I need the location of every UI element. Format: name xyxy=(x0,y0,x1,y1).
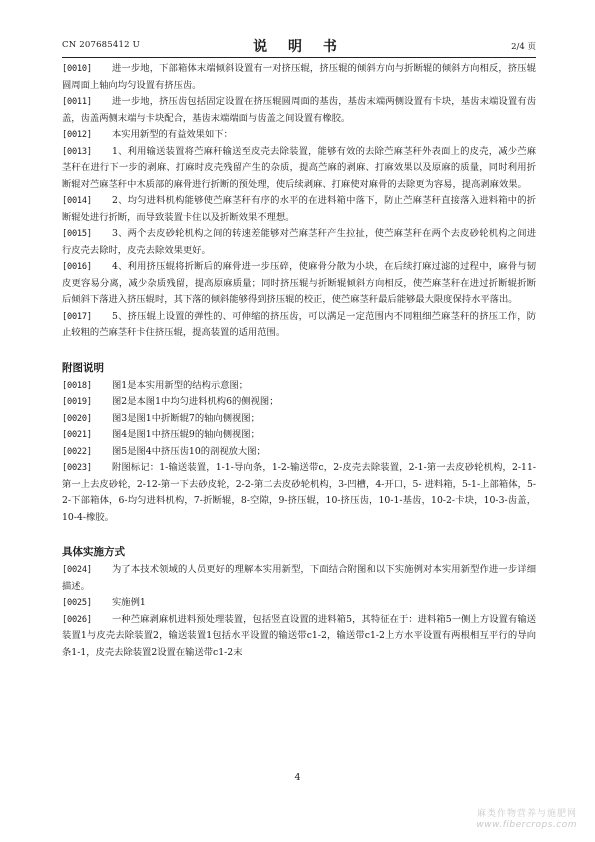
paragraph-number: [0014] xyxy=(62,196,92,206)
paragraph xyxy=(62,127,536,144)
paragraph-number: [0011] xyxy=(62,97,92,107)
paragraph xyxy=(62,226,536,259)
watermark xyxy=(476,806,577,830)
paragraph-text: 图5是图4中挤压齿10的剖视放大图； xyxy=(112,445,266,457)
paragraph-number: [0023] xyxy=(62,463,92,473)
paragraph-text: 2、均匀进料机构能够使苎麻茎秆有序的水平的在进料箱中落下，防止苎麻茎秆直接落入进料箱中的折断辊处进行折断，而导致装置卡住以及折断效果不理想。 xyxy=(62,195,536,223)
paragraph-number: [0017] xyxy=(62,311,92,322)
paragraph-number: [0010] xyxy=(62,64,92,74)
page-header xyxy=(62,36,536,56)
paragraph-number: [0024] xyxy=(62,565,92,575)
document-body xyxy=(62,61,536,661)
paragraph-text: 5、挤压辊上设置的弹性的、可伸缩的挤压齿，可以满足一定范围内不同粗细苎麻茎秆的挤压工作，防止较粗的苎麻茎秆卡住挤压辊，提高装置的适用范围。 xyxy=(62,310,536,338)
header-rule xyxy=(62,57,536,58)
paragraph-text: 图2是本图1中均匀进料机构6的侧视图； xyxy=(112,396,279,407)
paragraph-text: 3、两个去皮砂轮机构之间的转速差能够对苎麻茎秆产生拉扯，使苎麻茎秆在两个去皮砂轮机构之间进行皮壳去除时，皮壳去除效果更好。 xyxy=(62,228,536,256)
section-heading-drawings: 附图说明 xyxy=(62,361,104,374)
paragraph-number: [0015] xyxy=(62,229,92,239)
paragraph-number: [0018] xyxy=(62,380,92,391)
paragraph xyxy=(62,259,536,309)
paragraph xyxy=(62,394,536,411)
paragraph-number: [0019] xyxy=(62,397,92,407)
paragraph-group-drawings xyxy=(62,378,536,527)
paragraph-number: [0026] xyxy=(62,614,92,625)
paragraph xyxy=(62,562,536,595)
paragraph xyxy=(62,444,536,461)
paragraph-number: [0013] xyxy=(62,146,92,157)
section-heading-embodiment: 具体实施方式 xyxy=(62,546,125,558)
paragraph-group-embodiment xyxy=(62,562,536,661)
paragraph-number: [0021] xyxy=(62,430,92,440)
page-number: 4 xyxy=(294,772,301,783)
paragraph-text: 进一步地，下部箱体末端倾斜设置有一对挤压辊，挤压辊的倾斜方向与折断辊的倾斜方向相反，挤压辊圆周面上轴向均匀设置有挤压齿。 xyxy=(62,63,536,91)
paragraph-text: 一种苎麻剥麻机进料预处理装置，包括竖直设置的进料箱5，其特征在于：进料箱5一侧上方设置有输送装置1与皮壳去除装置2，输送装置1包括水平设置的输送带c1-2，输送带c1-2上方水平设置有两根相互平行的导向条1-1，皮壳去除装置2设置在输送带c1-2末 xyxy=(62,613,536,658)
paragraph-text: 1、利用输送装置将苎麻秆输送至皮壳去除装置，能够有效的去除苎麻茎秆外表面上的皮壳，减少苎麻茎秆在进行下一步的剥麻、打麻时皮壳残留产生的杂质，提高苎麻的剥麻、打麻效果以及原麻的质量，同时利用折断辊对苎麻茎秆中木质部的麻骨进行折断的预处理，使后续剥麻、打麻使对麻骨的去除更为容易，提高剥麻效果。 xyxy=(62,145,536,190)
paragraph xyxy=(62,94,536,127)
paragraph-text: 实施例1 xyxy=(112,597,146,608)
paragraph-text: 本实用新型的有益效果如下： xyxy=(112,129,233,140)
paragraph-number: [0016] xyxy=(62,262,92,272)
paragraph xyxy=(62,378,536,395)
paragraph xyxy=(62,612,536,662)
paragraph xyxy=(62,193,536,226)
paragraph xyxy=(62,61,536,94)
paragraph-group-effects xyxy=(62,61,536,342)
paragraph xyxy=(62,427,536,444)
watermark-site-name: 麻类作物营养与施肥网 xyxy=(476,809,577,819)
paragraph-number: [0012] xyxy=(62,130,92,140)
paragraph-text: 附图标记：1-输送装置，1-1-导向条，1-2-输送带c，2-皮壳去除装置，2-1-第一去皮砂轮机构，2-11-第一上去皮砂轮，2-12-第一下去砂皮轮，2-2-第二去皮砂轮机构，3-凹槽，4-开口，5- 进料箱，5-1-上部箱体，5-2-下部箱体，6-均匀进料机构，7-折断辊，8-空隙，9-挤压辊，10-挤压齿，10-1-基齿，10-2-卡块，10-3-齿盖，10-4-橡胶。 xyxy=(62,462,536,523)
paragraph-text: 图3是图1中折断辊7的轴向侧视图； xyxy=(112,412,260,424)
paragraph xyxy=(62,595,536,612)
publication-number: CN 207685412 U xyxy=(62,40,140,50)
paragraph xyxy=(62,144,536,194)
paragraph-text: 进一步地，挤压齿包括固定设置在挤压辊圆周面的基齿，基齿末端两侧设置有卡块，基齿末端设置有齿盖，齿盖两侧末端与卡块配合，基齿末端端面与齿盖之间设置有橡胶。 xyxy=(62,96,536,124)
paragraph xyxy=(62,309,536,342)
paragraph-number: [0022] xyxy=(62,446,92,457)
paragraph-text: 图1是本实用新型的结构示意图； xyxy=(112,379,249,391)
watermark-url: www.fibercrops.com xyxy=(476,820,577,830)
paragraph-text: 图4是图1中挤压辊9的轴向侧视图； xyxy=(112,429,260,440)
paragraph xyxy=(62,460,536,526)
paragraph xyxy=(62,411,536,428)
paragraph-text: 为了本技术领域的人员更好的理解本实用新型，下面结合附图和以下实施例对本实用新型作进一步详细描述。 xyxy=(62,564,536,592)
paragraph-text: 4、利用挤压辊将折断后的麻骨进一步压碎，使麻骨分散为小块，在后续打麻过滤的过程中，麻骨与韧皮更容易分离，减少杂质残留，提高原麻质量；同时挤压辊与折断辊倾斜方向相反，使苎麻茎秆在进过折断辊折断后倾斜下落进入挤压辊时，其下落的倾斜能够得到挤压辊的校正，使苎麻茎秆最后能够最大限度保持水平落出。 xyxy=(62,261,536,305)
paragraph-number: [0025] xyxy=(62,598,92,608)
document-title: 说 明 书 xyxy=(253,39,345,55)
paragraph-number: [0020] xyxy=(62,413,92,424)
page-count: 2/4 页 xyxy=(511,42,536,52)
